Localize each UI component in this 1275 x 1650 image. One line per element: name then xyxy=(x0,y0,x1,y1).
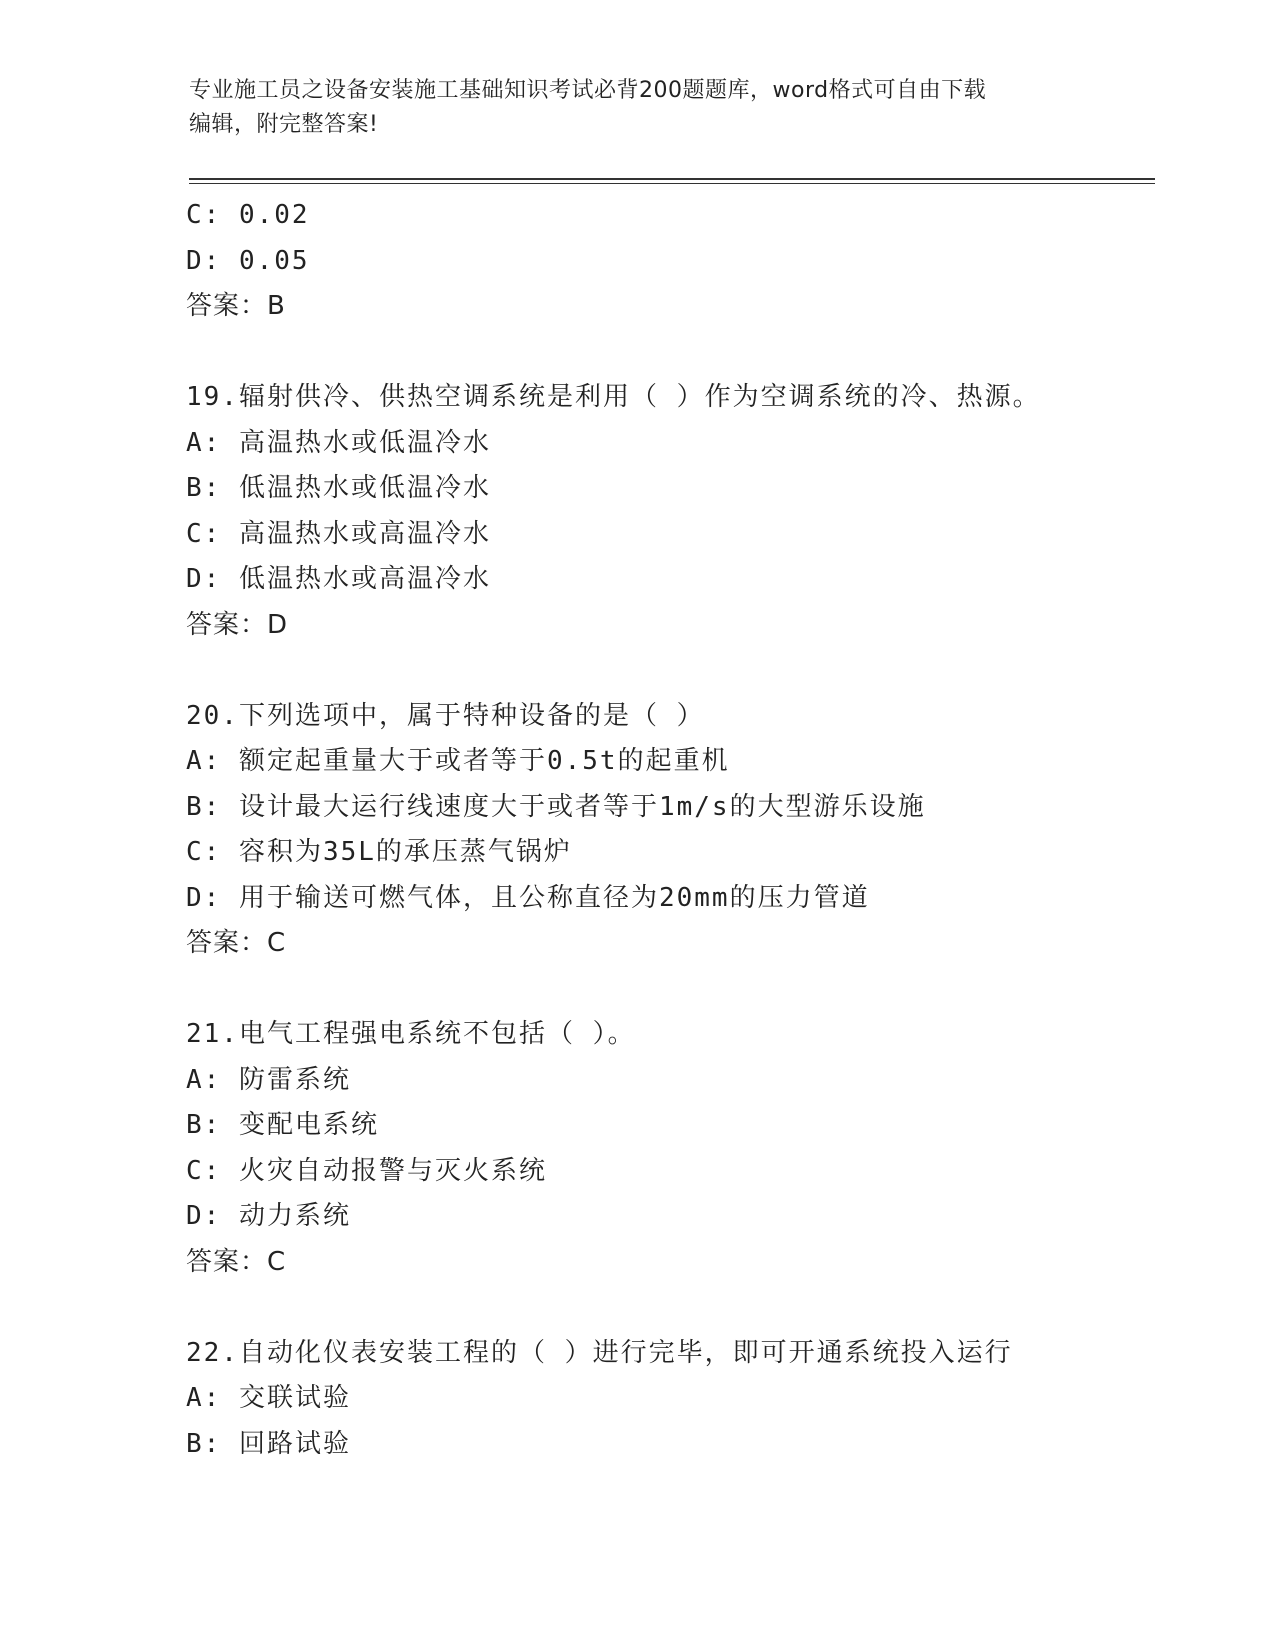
option-c: C: 0.02 xyxy=(186,200,310,230)
question-20 xyxy=(186,694,1166,967)
option-b: B: 低温热水或低温冷水 xyxy=(186,473,491,503)
option-c: C: 火灾自动报警与灭火系统 xyxy=(186,1155,547,1186)
option-a: A: 额定起重量大于或者等于0.5t的起重机 xyxy=(186,746,730,776)
option-d: D: 用于输送可燃气体，且公称直径为20mm的压力管道 xyxy=(186,882,870,913)
header-rule-thick xyxy=(189,178,1155,180)
question-stem: 20.下列选项中，属于特种设备的是（ ） xyxy=(186,700,705,731)
header-line-1: 专业施工员之设备安装施工基础知识考试必背200题题库，word格式可自由下载 xyxy=(189,78,987,103)
option-d: D: 动力系统 xyxy=(186,1201,351,1231)
question-stem: 21.电气工程强电系统不包括（ ）。 xyxy=(186,1019,636,1049)
spacer xyxy=(186,967,1166,1013)
spacer xyxy=(186,1285,1166,1331)
option-a: A: 交联试验 xyxy=(186,1383,351,1413)
question-18-tail xyxy=(186,193,1166,330)
question-stem: 19.辐射供冷、供热空调系统是利用（ ）作为空调系统的冷、热源。 xyxy=(186,382,1041,412)
answer-line: 答案：D xyxy=(186,609,289,640)
spacer xyxy=(186,648,1166,694)
option-b: B: 回路试验 xyxy=(186,1428,351,1459)
answer-line: 答案：C xyxy=(186,1246,287,1277)
option-c: C: 高温热水或高温冷水 xyxy=(186,518,491,549)
option-b: B: 设计最大运行线速度大于或者等于1m/s的大型游乐设施 xyxy=(186,791,926,822)
question-19 xyxy=(186,375,1166,648)
question-22 xyxy=(186,1331,1166,1468)
question-list xyxy=(186,193,1166,1467)
answer-line: 答案：B xyxy=(186,291,286,321)
option-a: A: 防雷系统 xyxy=(186,1064,351,1095)
option-a: A: 高温热水或低温冷水 xyxy=(186,427,491,458)
option-d: D: 0.05 xyxy=(186,245,310,276)
header-line-2: 编辑，附完整答案! xyxy=(189,112,379,137)
document-header xyxy=(189,74,1089,142)
question-21 xyxy=(186,1012,1166,1285)
option-d: D: 低温热水或高温冷水 xyxy=(186,564,491,594)
option-b: B: 变配电系统 xyxy=(186,1110,379,1140)
spacer xyxy=(186,330,1166,376)
question-stem: 22.自动化仪表安装工程的（ ）进行完毕，即可开通系统投入运行 xyxy=(186,1337,1013,1368)
header-rule-thin xyxy=(189,183,1155,184)
option-c: C: 容积为35L的承压蒸气锅炉 xyxy=(186,837,572,867)
answer-line: 答案：C xyxy=(186,928,287,958)
